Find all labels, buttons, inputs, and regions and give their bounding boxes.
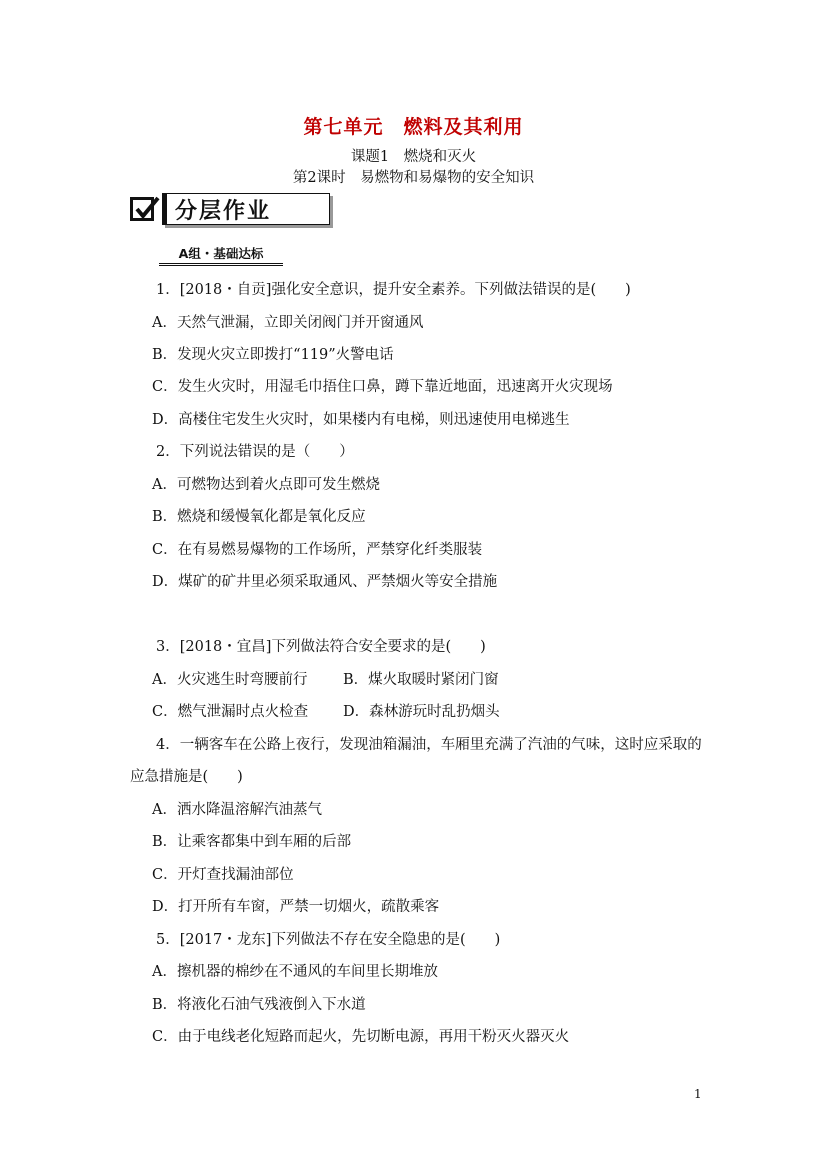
question-1-option-a: A．天然气泄漏，立即关闭阀门并开窗通风 <box>152 315 424 331</box>
question-1-option-c: C．发生火灾时，用湿毛巾捂住口鼻，蹲下靠近地面，迅速离开火灾现场 <box>152 379 613 395</box>
question-3-stem: 3．[2018・宜昌]下列做法符合安全要求的是( ) <box>156 639 486 655</box>
question-3-option-d: D．森林游玩时乱扔烟头 <box>343 704 500 720</box>
checkbox-icon <box>130 197 154 221</box>
question-1-stem: 1．[2018・自贡]强化安全意识，提升安全素养。下列做法错误的是( ) <box>156 282 631 298</box>
lesson-title: 课题1 燃烧和灭火 <box>350 149 477 165</box>
question-1-option-b: B．发现火灾立即拨打“119”火警电话 <box>152 347 394 363</box>
question-2-option-d: D．煤矿的矿井里必须采取通风、严禁烟火等安全措施 <box>152 574 498 590</box>
question-2-option-a: A．可燃物达到着火点即可发生燃烧 <box>152 477 380 493</box>
unit-title: 第七单元 燃料及其利用 <box>303 116 524 138</box>
question-3-option-b: B．煤火取暖时紧闭门窗 <box>343 672 499 688</box>
question-3-option-c: C．燃气泄漏时点火检查 <box>152 704 309 720</box>
question-4-option-a: A．洒水降温溶解汽油蒸气 <box>152 802 322 818</box>
page-number: 1 <box>694 1087 702 1101</box>
question-1-option-d: D．高楼住宅发生火灾时，如果楼内有电梯，则迅速使用电梯逃生 <box>152 412 570 428</box>
question-4-stem-continued: 应急措施是( ) <box>130 769 243 785</box>
question-4-option-b: B．让乘客都集中到车厢的后部 <box>152 834 352 850</box>
question-5-option-a: A．擦机器的棉纱在不通风的车间里长期堆放 <box>152 964 438 980</box>
question-4-option-d: D．打开所有车窗，严禁一切烟火，疏散乘客 <box>152 899 440 915</box>
section-title: 分层作业 <box>162 193 330 225</box>
question-2-option-c: C．在有易燃易爆物的工作场所，严禁穿化纤类服装 <box>152 542 483 558</box>
question-5-option-b: B．将液化石油气残液倒入下水道 <box>152 997 366 1013</box>
question-4-stem: 4．一辆客车在公路上夜行，发现油箱漏油，车厢里充满了汽油的气味，这时应采取的 <box>156 737 702 753</box>
question-2-option-b: B．燃烧和缓慢氧化都是氧化反应 <box>152 509 366 525</box>
question-4-option-c: C．开灯查找漏油部位 <box>152 867 294 883</box>
question-2-stem: 2．下列说法错误的是（ ） <box>156 444 354 460</box>
period-title: 第2课时 易燃物和易爆物的安全知识 <box>292 170 535 186</box>
question-5-stem: 5．[2017・龙东]下列做法不存在安全隐患的是( ) <box>156 932 501 948</box>
question-3-option-a: A．火灾逃生时弯腰前行 <box>152 672 308 688</box>
group-label: A组・基础达标 <box>159 245 283 266</box>
question-5-option-c: C．由于电线老化短路而起火，先切断电源，再用干粉灭火器灭火 <box>152 1029 570 1045</box>
section-header <box>130 193 330 225</box>
